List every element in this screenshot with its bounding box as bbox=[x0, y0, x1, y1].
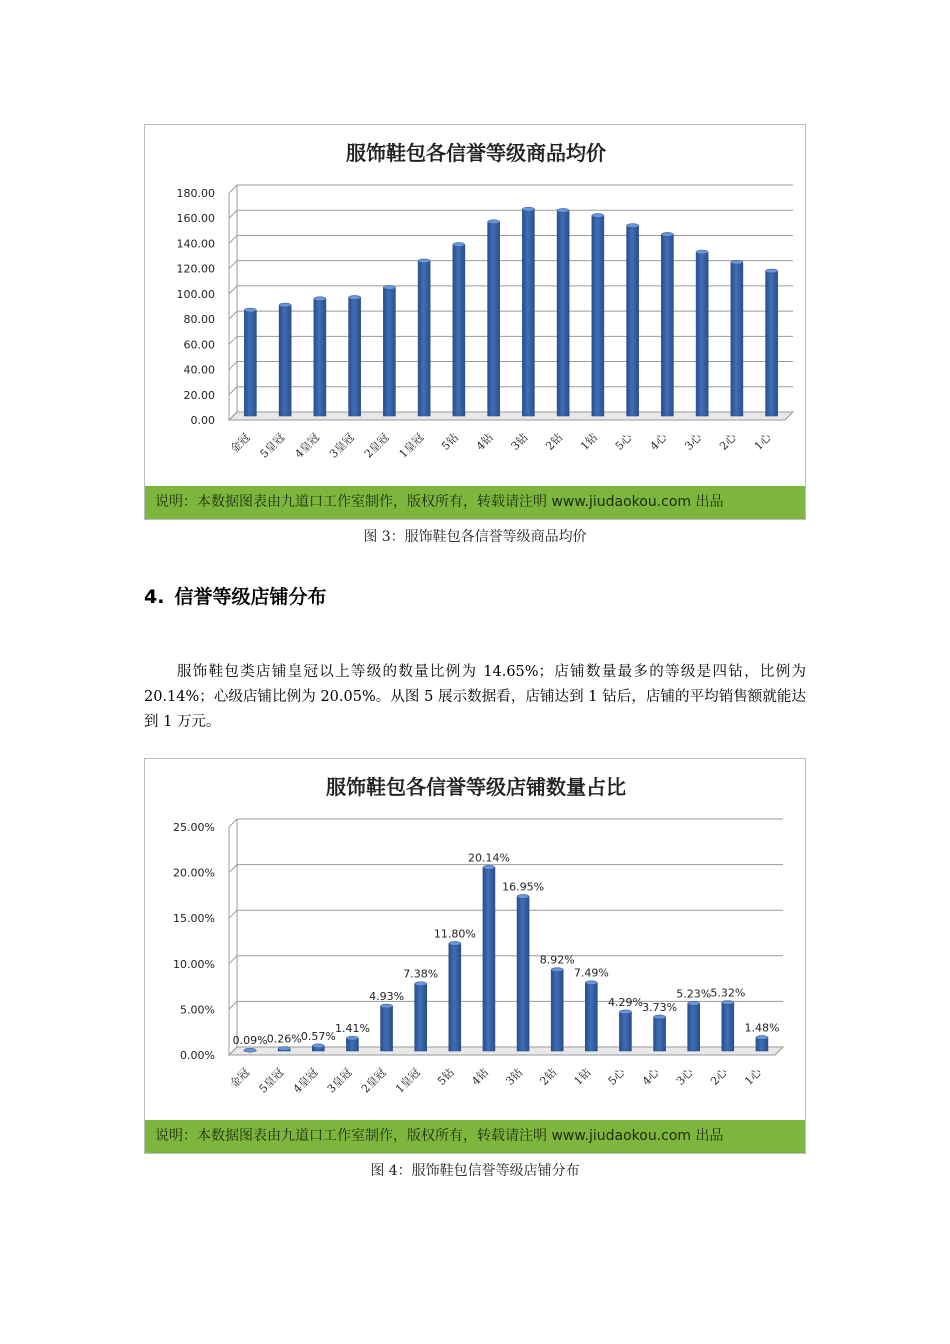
data-label: 4.93% bbox=[369, 990, 405, 1004]
data-label: 0.26% bbox=[266, 1032, 302, 1046]
section-heading bbox=[144, 582, 326, 609]
bar-top bbox=[661, 232, 673, 236]
y-tick-label: 120.00 bbox=[176, 262, 215, 276]
x-category-label: 3皇冠 bbox=[324, 1065, 355, 1096]
x-category-label: 3钻 bbox=[508, 430, 531, 453]
bar-top bbox=[688, 1001, 700, 1005]
data-label: 7.49% bbox=[573, 966, 609, 980]
bar bbox=[279, 305, 291, 416]
body-paragraph: 服饰鞋包类店铺皇冠以上等级的数量比例为 14.65%；店铺数量最多的等级是四钻，比例为 20.14%；心级店铺比例为 20.05%。从图 5 展示数据看，店铺达到 1 钻后，店铺的平均销售额就能达到 1 万元。 bbox=[144, 664, 806, 730]
bar bbox=[449, 943, 461, 1051]
bar bbox=[383, 287, 395, 416]
x-category-label: 1皇冠 bbox=[396, 430, 427, 461]
bar-top bbox=[585, 981, 597, 985]
avg-price-bar-chart bbox=[145, 125, 807, 521]
bar-top bbox=[627, 224, 639, 228]
bar-top bbox=[349, 295, 361, 299]
figure4-chart bbox=[144, 758, 806, 1154]
x-category-label: 3心 bbox=[682, 430, 705, 453]
x-category-label: 5钻 bbox=[435, 1065, 457, 1088]
bar-top bbox=[314, 297, 326, 301]
bar-top bbox=[449, 941, 461, 945]
bar-top bbox=[488, 220, 500, 224]
y-tick-label: 60.00 bbox=[183, 338, 215, 352]
gridline-diagonal bbox=[229, 311, 237, 319]
bar bbox=[731, 262, 743, 416]
y-tick-label: 180.00 bbox=[176, 187, 215, 200]
bar-top bbox=[346, 1036, 358, 1040]
x-category-label: 4皇冠 bbox=[290, 1065, 321, 1096]
y-tick-label: 15.00% bbox=[173, 912, 215, 926]
bar-top bbox=[522, 207, 534, 211]
data-label: 16.95% bbox=[502, 880, 545, 894]
chart-title: 服饰鞋包各信誉等级商品均价 bbox=[346, 141, 606, 165]
data-label: 5.23% bbox=[676, 987, 712, 1001]
bar bbox=[688, 1003, 700, 1051]
gridline-diagonal bbox=[229, 362, 237, 370]
bar-top bbox=[551, 968, 563, 972]
bar bbox=[766, 271, 778, 416]
x-category-label: 5皇冠 bbox=[256, 1065, 287, 1096]
x-category-label: 4心 bbox=[647, 430, 670, 453]
bar-top bbox=[722, 1000, 734, 1004]
data-label: 11.80% bbox=[433, 927, 476, 941]
bar-top bbox=[654, 1015, 666, 1019]
figure3-caption: 图 3：服饰鞋包各信誉等级商品均价 bbox=[363, 529, 587, 545]
data-label: 1.41% bbox=[334, 1022, 370, 1036]
x-category-label: 5心 bbox=[605, 1065, 628, 1088]
bar bbox=[415, 984, 427, 1051]
bar-top bbox=[619, 1010, 631, 1014]
x-category-label: 1钻 bbox=[571, 1065, 594, 1088]
bar bbox=[349, 297, 361, 416]
data-label: 1.48% bbox=[744, 1021, 780, 1035]
x-category-label: 金冠 bbox=[227, 1065, 253, 1091]
x-category-label: 3钻 bbox=[503, 1065, 526, 1088]
bar bbox=[418, 261, 430, 416]
x-category-label: 5心 bbox=[612, 430, 635, 453]
bar-top bbox=[244, 1048, 256, 1052]
data-label: 3.73% bbox=[642, 1000, 678, 1014]
data-label: 7.38% bbox=[403, 967, 439, 981]
chart-title: 服饰鞋包各信誉等级店铺数量占比 bbox=[326, 775, 626, 799]
data-label: 8.92% bbox=[539, 953, 575, 967]
x-category-label: 1皇冠 bbox=[393, 1065, 423, 1096]
bar-top bbox=[696, 250, 708, 254]
x-category-label: 2钻 bbox=[543, 430, 566, 453]
bar bbox=[244, 310, 256, 416]
x-category-label: 金冠 bbox=[227, 430, 253, 456]
bar bbox=[483, 867, 495, 1051]
bar-top bbox=[383, 285, 395, 289]
bar-top bbox=[312, 1044, 324, 1048]
bar bbox=[522, 209, 534, 416]
bar bbox=[592, 215, 604, 416]
bar-top bbox=[279, 303, 291, 307]
bar-top bbox=[756, 1036, 768, 1040]
x-category-label: 4皇冠 bbox=[292, 430, 322, 461]
y-tick-label: 20.00% bbox=[173, 866, 215, 880]
bar bbox=[661, 234, 673, 416]
y-tick-label: 0.00 bbox=[190, 414, 215, 427]
bar bbox=[722, 1002, 734, 1051]
x-category-label: 5皇冠 bbox=[257, 430, 288, 461]
bar bbox=[696, 252, 708, 416]
figure4-notice-bar: 说明：本数据图表由九道口工作室制作，版权所有，转载请注明 www.jiudaokou.com 出品 bbox=[145, 1120, 805, 1153]
x-category-label: 1钻 bbox=[578, 430, 600, 453]
bar bbox=[453, 244, 465, 416]
gridline-diagonal bbox=[229, 210, 237, 218]
x-category-label: 1心 bbox=[751, 430, 774, 453]
y-tick-label: 100.00 bbox=[176, 287, 215, 301]
bar-top bbox=[766, 269, 778, 273]
y-tick-label: 80.00 bbox=[183, 313, 215, 327]
gridline-diagonal bbox=[229, 235, 237, 243]
y-tick-label: 10.00% bbox=[173, 957, 215, 971]
gridline-diagonal bbox=[229, 1001, 237, 1009]
gridline-diagonal bbox=[229, 956, 237, 964]
bar-top bbox=[731, 260, 743, 264]
section-title: 信誉等级店铺分布 bbox=[174, 586, 327, 608]
y-tick-label: 160.00 bbox=[176, 212, 215, 226]
bar bbox=[619, 1012, 631, 1051]
x-category-label: 3皇冠 bbox=[327, 430, 357, 461]
gridline-diagonal bbox=[229, 387, 237, 395]
gridline-diagonal bbox=[229, 865, 237, 873]
store-share-bar-chart bbox=[145, 759, 807, 1155]
x-category-label: 1心 bbox=[742, 1065, 765, 1088]
x-category-label: 4心 bbox=[639, 1065, 662, 1088]
bar bbox=[488, 222, 500, 416]
bar-top bbox=[557, 208, 569, 212]
bar bbox=[381, 1006, 393, 1051]
bar bbox=[585, 983, 597, 1051]
bar-top bbox=[381, 1004, 393, 1008]
y-tick-label: 140.00 bbox=[176, 237, 215, 251]
x-category-label: 2皇冠 bbox=[358, 1065, 389, 1096]
x-category-label: 3心 bbox=[673, 1065, 696, 1088]
x-category-label: 4钻 bbox=[473, 430, 496, 453]
bar bbox=[551, 970, 563, 1051]
bar-top bbox=[453, 242, 465, 246]
figure3-notice-bar: 说明：本数据图表由九道口工作室制作，版权所有，转载请注明 www.jiudaokou.com 出品 bbox=[145, 486, 805, 519]
bar-top bbox=[483, 865, 495, 869]
figure3-chart bbox=[144, 124, 806, 520]
y-tick-label: 0.00% bbox=[180, 1049, 215, 1062]
x-category-label: 4钻 bbox=[469, 1065, 492, 1088]
x-category-label: 2心 bbox=[717, 430, 739, 453]
y-tick-label: 25.00% bbox=[173, 821, 215, 834]
bar bbox=[627, 226, 639, 416]
x-category-label: 2心 bbox=[708, 1065, 730, 1088]
data-label: 5.32% bbox=[710, 986, 746, 1000]
gridline-diagonal bbox=[229, 286, 237, 294]
bar-top bbox=[592, 213, 604, 217]
x-category-label: 5钻 bbox=[439, 430, 461, 453]
bar bbox=[654, 1017, 666, 1051]
gridline-diagonal bbox=[229, 819, 237, 827]
bar-top bbox=[244, 308, 256, 312]
bar-top bbox=[517, 894, 529, 898]
gridline-diagonal bbox=[229, 910, 237, 918]
y-tick-label: 5.00% bbox=[180, 1003, 215, 1017]
bar bbox=[314, 299, 326, 416]
x-category-label: 2皇冠 bbox=[361, 430, 392, 461]
data-label: 0.09% bbox=[232, 1034, 268, 1048]
bar-top bbox=[415, 982, 427, 986]
bar-top bbox=[418, 259, 430, 263]
data-label: 0.57% bbox=[300, 1029, 336, 1043]
section-number: 4. bbox=[144, 586, 165, 608]
x-category-label: 2钻 bbox=[537, 1065, 560, 1088]
gridline-diagonal bbox=[229, 185, 237, 193]
bar-top bbox=[278, 1047, 290, 1051]
y-tick-label: 20.00 bbox=[183, 388, 215, 402]
gridline-diagonal bbox=[229, 336, 237, 344]
bar bbox=[557, 210, 569, 416]
data-label: 20.14% bbox=[467, 851, 510, 865]
bar bbox=[517, 896, 529, 1051]
figure4-caption: 图 4：服饰鞋包信誉等级店铺分布 bbox=[370, 1163, 580, 1179]
gridline-diagonal bbox=[229, 261, 237, 269]
data-label: 4.29% bbox=[607, 995, 643, 1009]
y-tick-label: 40.00 bbox=[183, 363, 215, 377]
